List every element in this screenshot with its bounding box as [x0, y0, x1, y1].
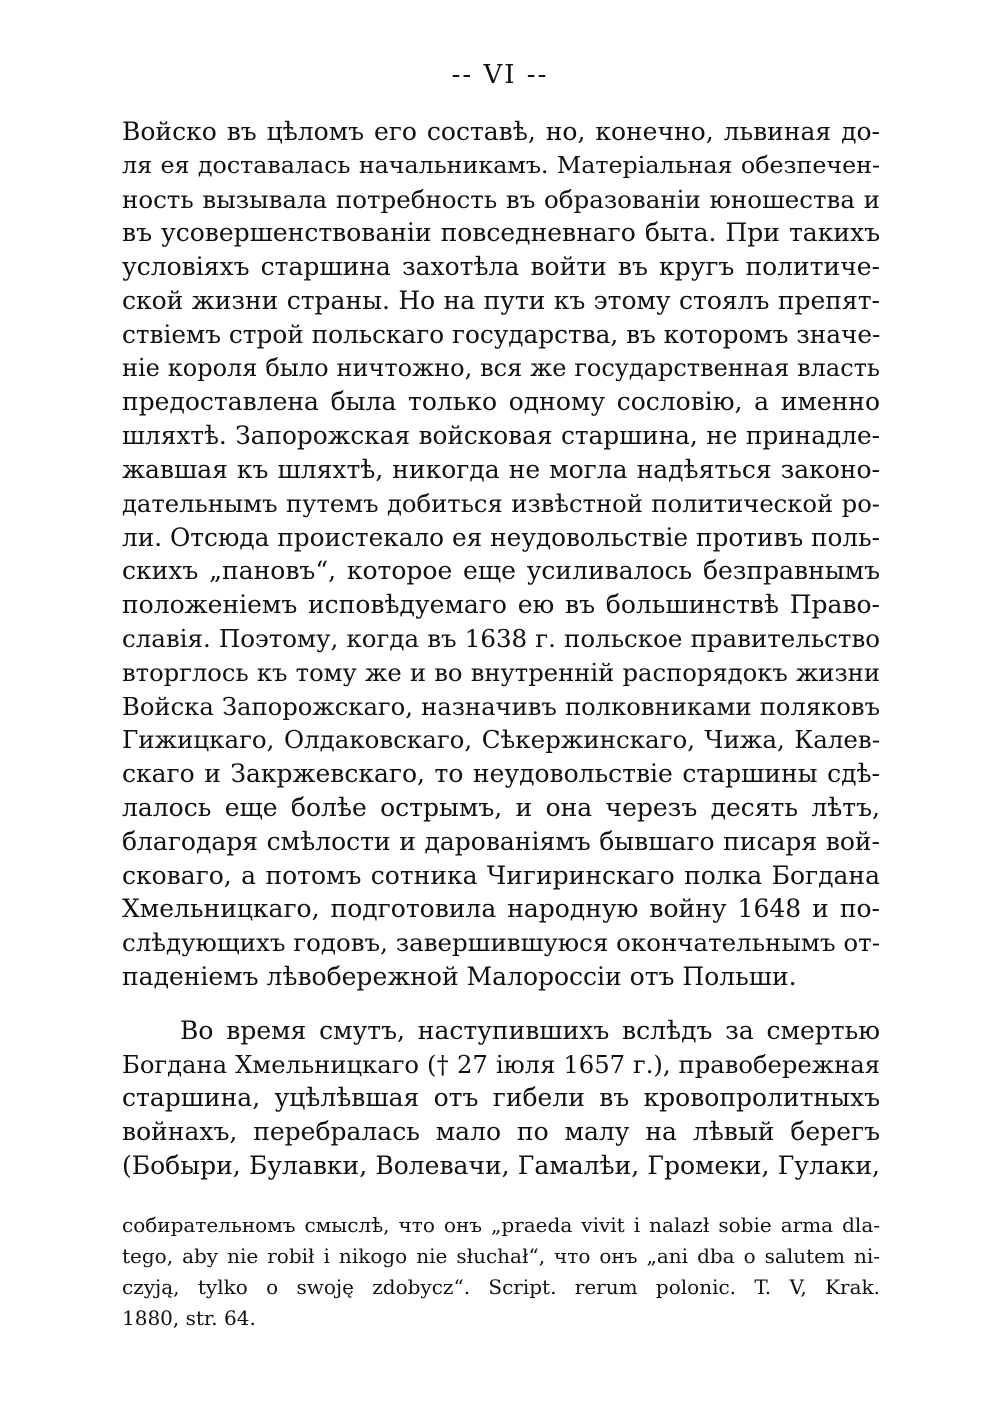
text-line: скихъ „пановъ“, которое еще усиливалось безправнымъ [122, 556, 880, 586]
text-line: Хмельницкаго, подготовила народную войну 1648 и по- [122, 894, 880, 924]
text-line: лалось еще болѣе острымъ, и она черезъ десять лѣтъ, [122, 792, 880, 822]
text-line: ли. Отсюда проистекало ея неудовольствіе противъ поль- [122, 522, 880, 552]
footnote-line: czyją, tylko o swoję zdobycz“. Script. rerum polonic. T. V, Krak. [122, 1275, 880, 1299]
text-line: Богдана Хмельницкаго († 27 іюля 1657 г.), правобережная [122, 1049, 880, 1079]
text-line: ность вызывала потребность въ образованіи юношества и [122, 184, 880, 214]
text-line: сковаго, а потомъ сотника Чигиринскаго полка Богдана [122, 860, 880, 890]
text-line: Гижицкаго, Олдаковскаго, Сѣкержинскаго, Чижа, Калев- [122, 725, 880, 755]
footnote-line: tego, aby nie robił i nikogo nie słuchał“, что онъ „ani dba o salutem ni- [122, 1244, 880, 1268]
text-line: жавшая къ шляхтѣ, никогда не могла надѣяться законо- [122, 454, 880, 484]
text-line: ля ея доставалась начальникамъ. Матеріальная обезпечен- [122, 150, 880, 179]
text-line: Во время смутъ, наступившихъ вслѣдъ за смертью [180, 1015, 880, 1045]
text-line: положеніемъ исповѣдуемаго ею въ большинствѣ Право- [122, 590, 880, 620]
main-text [122, 115, 880, 1183]
text-line: ніе короля было ничтожно, вся же государственная власть [122, 353, 880, 382]
page-number: -- VI -- [451, 60, 549, 90]
text-line: ствіемъ строй польскаго государства, въ которомъ значе- [122, 319, 881, 349]
text-line: вторглось къ тому же и во внутренній распорядокъ жизни [122, 657, 880, 687]
text-line: шляхтѣ. Запорожская войсковая старшина, не принадле- [122, 421, 880, 451]
text-line: скаго и Закржевскаго, то неудовольствіе старшины сдѣ- [122, 759, 880, 789]
text-line: паденіемъ лѣвобережной Малороссіи отъ Польши. [122, 961, 797, 991]
text-line: войнахъ, перебралась мало по малу на лѣвый берегъ [122, 1117, 880, 1147]
paragraph-2 [122, 1014, 880, 1183]
paragraph-gap [122, 994, 880, 1014]
text-line: благодаря смѣлости и дарованіямъ бывшаго писаря вой- [122, 826, 880, 856]
paragraph-1 [122, 115, 880, 994]
footnote-line: 1880, str. 64. [122, 1306, 256, 1330]
text-line: дательнымъ путемъ добиться извѣстной политической ро- [122, 488, 880, 518]
footnote-line: собирательномъ смыслѣ, что онъ „praeda vivit i nalazł sobie arma dla- [122, 1213, 880, 1237]
text-line: предоставлена была только одному сословію, а именно [122, 387, 880, 417]
text-line: въ усовершенствованіи повседневнаго быта. При такихъ [122, 218, 880, 248]
text-line: Войска Запорожскаго, назначивъ полковниками поляковъ [122, 691, 880, 721]
text-line: условіяхъ старшина захотѣла войти въ кругъ политиче- [122, 252, 880, 282]
text-line: слѣдующихъ годовъ, завершившуюся окончательнымъ от- [122, 928, 880, 958]
text-line: старшина, уцѣлѣвшая отъ гибели въ кровопролитныхъ [122, 1083, 880, 1113]
footnote [122, 1210, 880, 1334]
text-line: Войско въ цѣломъ его составѣ, но, конечно, львиная до- [122, 117, 880, 146]
text-line: славія. Поэтому, когда въ 1638 г. польское правительство [122, 623, 880, 653]
text-line: ской жизни страны. Но на пути къ этому стоялъ препят- [122, 285, 880, 315]
text-line: (Бобыри, Булавки, Волевачи, Гамалѣи, Громеки, Гулаки, [122, 1150, 880, 1180]
